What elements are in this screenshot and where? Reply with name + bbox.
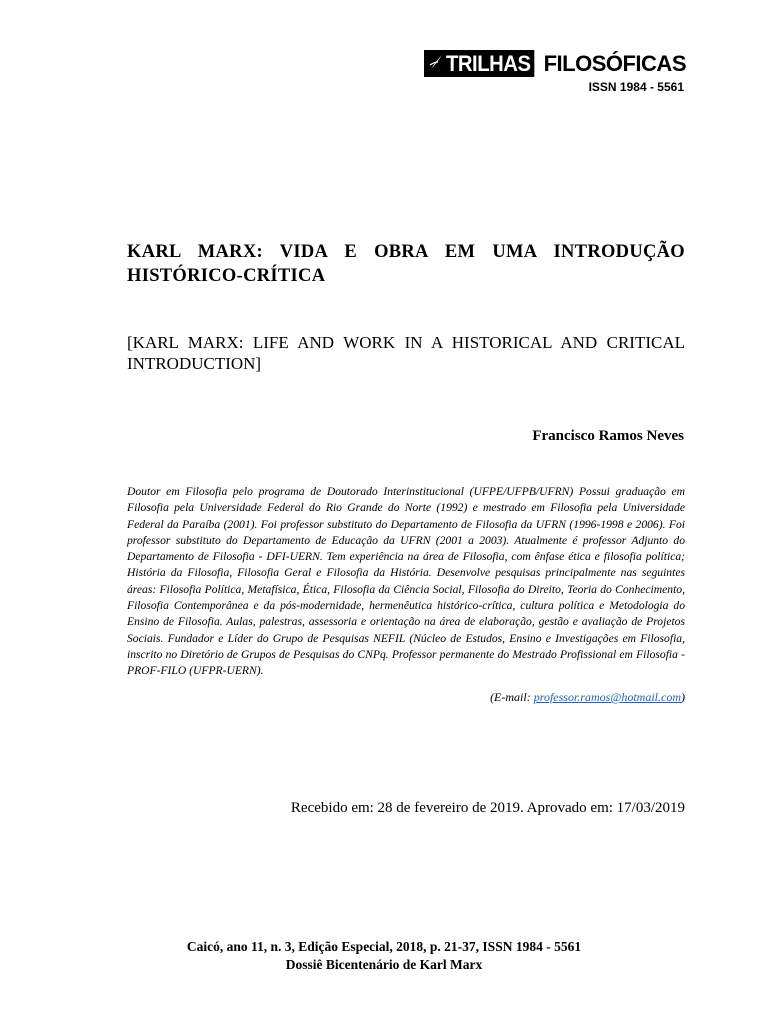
- email-suffix: ): [681, 690, 685, 704]
- journal-logo: [424, 50, 686, 77]
- received-approved-dates: Recebido em: 28 de fevereiro de 2019. Aprovado em: 17/03/2019: [290, 800, 685, 816]
- header-issn: ISSN 1984 - 5561: [588, 80, 684, 94]
- article-title-english: [KARL MARX: LIFE AND WORK IN A HISTORICAL AND CRITICAL INTRODUCTION]: [127, 333, 685, 373]
- logo-word-filosoficas: FILOSÓFICAS: [543, 51, 686, 76]
- author-email: [490, 690, 685, 705]
- logo-word-trilhas: TRILHAS: [446, 50, 534, 77]
- email-link[interactable]: professor.ramos@hotmail.com: [533, 690, 681, 704]
- quill-icon: [424, 50, 446, 77]
- footer-citation: Caicó, ano 11, n. 3, Edição Especial, 2018, p. 21-37, ISSN 1984 - 5561: [186, 939, 582, 954]
- author-name: Francisco Ramos Neves: [532, 428, 684, 444]
- article-title: KARL MARX: VIDA E OBRA EM UMA INTRODUÇÃO HISTÓRICO-CRÍTICA: [127, 242, 685, 286]
- email-prefix: (E-mail:: [490, 690, 534, 704]
- page-footer: [0, 938, 768, 974]
- author-bio: Doutor em Filosofia pelo programa de Doutorado Interinstitucional (UFPE/UFPB/UFRN) Possui graduação em Filosofia pela Universidade Federal do Rio Grande do Norte (1992) e mestrado em Filosofia pela Universidade Federal da Paraíba (2001). Foi professor substituto do Departamento de Filosofia da UFRN (1996-1998 e 2006). Foi professor substituto do Departamento de Educação da UFRN (2001 a 2003). Atualmente é professor Adjunto do Departamento de Filosofia - DFI-UERN. Tem experiência na área de Filosofia, com ênfase ética e filosofia política; História da Filosofia, Filosofia Geral e Filosofia da História. Desenvolve pesquisas principalmente nas seguintes áreas: Filosofia Política, Metafísica, Ética, Filosofia da Ciência Social, Filosofia do Direito, Teoria do Conhecimento, Filosofia Contemporânea e da pós-modernidade, hermenêutica histórico-crítica, cultura política e Metodologia do Ensino de Filosofia. Aulas, palestras, assessoria e orientação na área de elaboração, gestão e avaliação de Projetos Sociais. Fundador e Líder do Grupo de Pesquisas NEFIL (Núcleo de Estudos, Ensino e Investigações em Filosofia, inscrito no Diretório de Grupos de Pesquisas do CNPq. Professor permanente do Mestrado Profissional em Filosofia - PROF-FILO (UFPR-UERN).: [127, 485, 685, 678]
- footer-dossier: Dossiê Bicentenário de Karl Marx: [285, 957, 483, 972]
